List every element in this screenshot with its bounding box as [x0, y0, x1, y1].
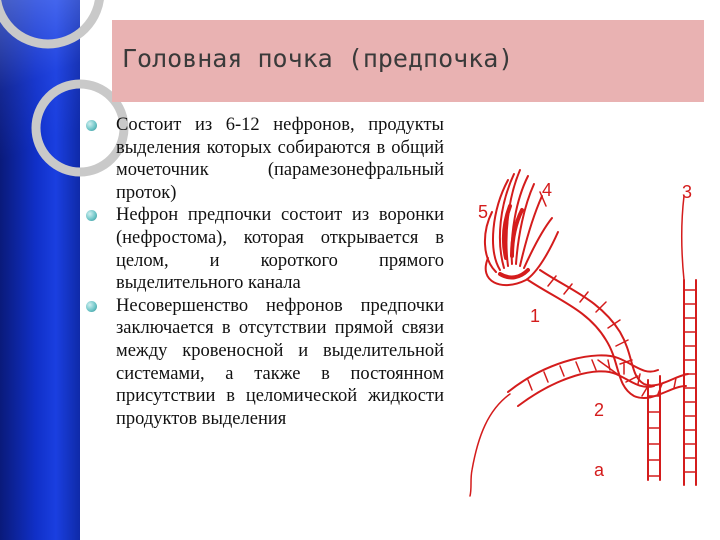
bullet-icon [86, 301, 97, 312]
bullet-text: Несовершенство нефронов предпочки заключается в отсутствии прямой связи между кровеносной и выделительной системами, а также в постоянном присутствии в целомической жидкости продуктов выделения [116, 295, 444, 429]
label-1: 1 [530, 306, 541, 326]
collecting-duct [684, 280, 696, 485]
label-3: 3 [682, 182, 693, 202]
label-5: 5 [478, 202, 489, 222]
bullet-item [84, 204, 444, 294]
nephron-illustration [448, 140, 718, 510]
bullet-item [84, 114, 444, 204]
bullet-text: Состоит из 6-12 нефронов, продукты выделения которых собираются в общий мочеточник (парамезонефральный проток) [116, 115, 444, 203]
bullet-icon [86, 210, 97, 221]
bullet-item [84, 295, 444, 431]
upper-ring [0, 0, 100, 44]
label-a: a [594, 460, 605, 480]
bullet-text: Нефрон предпочки состоит из воронки (нефростома), которая открывается в целом, и короткого прямого выделительного канала [116, 205, 444, 294]
slide-title: Головная почка (предпочка) [122, 44, 514, 73]
pointer-3 [682, 196, 684, 280]
bullet-icon [86, 120, 97, 131]
bullet-list [84, 114, 444, 430]
label-4: 4 [542, 180, 553, 200]
label-2: 2 [594, 400, 605, 420]
blood-vessel [470, 355, 660, 496]
excretory-tubule [528, 270, 688, 398]
